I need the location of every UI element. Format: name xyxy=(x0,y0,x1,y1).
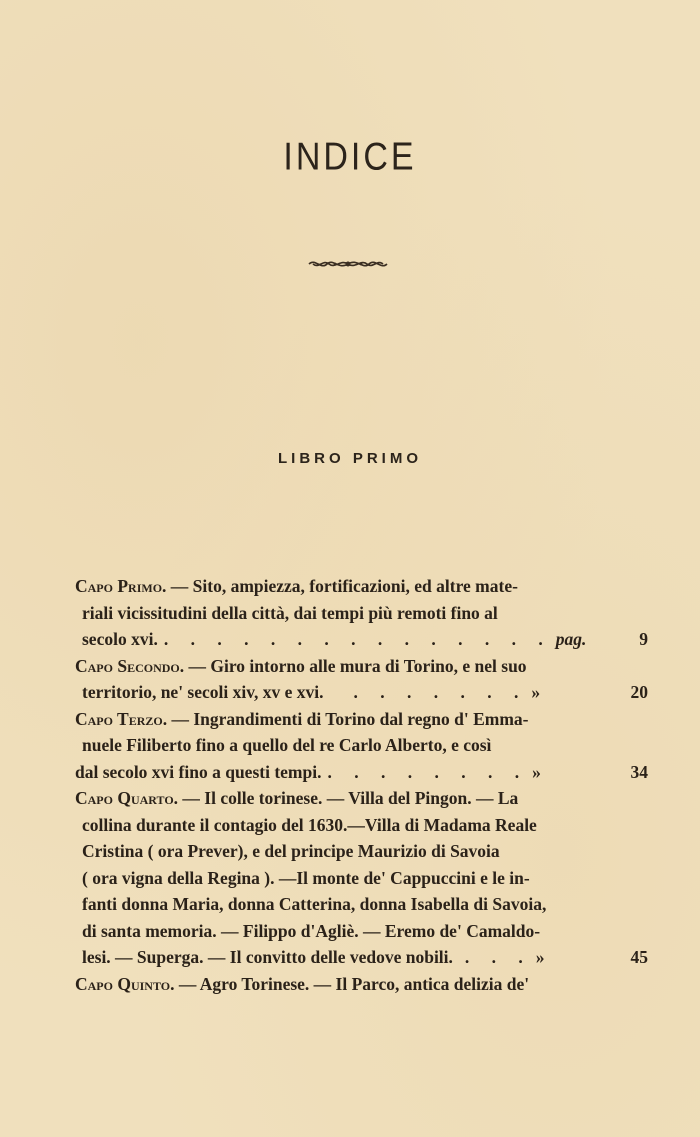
book-heading: LIBRO PRIMO xyxy=(278,450,422,467)
page-number: 45 xyxy=(630,947,648,967)
toc-entry-capo-terzo xyxy=(75,706,648,786)
entry-text: territorio, ne' secoli xiv, xv e xvi. xyxy=(82,682,324,702)
dot-leader: . . . xyxy=(464,947,532,967)
entry-text: — Giro intorno alle mura di Torino, e nel suo xyxy=(188,655,527,676)
toc-line xyxy=(75,891,630,918)
toc-entry-capo-quinto xyxy=(75,971,630,998)
page-ref: pag. xyxy=(555,629,587,649)
toc-line xyxy=(75,732,630,759)
entry-text: — Ingrandimenti di Torino dal regno d' Emma- xyxy=(171,708,529,729)
toc-line xyxy=(75,944,648,971)
toc-line xyxy=(75,679,648,706)
entry-text: di santa memoria. — Filippo d'Agliè. — Eremo de' Camaldo- xyxy=(82,920,541,941)
toc-line xyxy=(75,785,630,812)
toc-line xyxy=(75,838,630,865)
toc-line xyxy=(75,812,630,839)
toc-line xyxy=(75,653,630,680)
chapter-label: Capo Terzo. xyxy=(75,708,168,729)
entry-text: nuele Filiberto fino a quello del re Carlo Alberto, e così xyxy=(82,735,492,755)
page-number: 9 xyxy=(639,629,648,649)
toc-line xyxy=(75,573,630,600)
toc-line xyxy=(75,706,630,733)
toc-line xyxy=(75,759,648,786)
page-number: 34 xyxy=(630,761,648,782)
toc-line xyxy=(75,865,630,892)
toc-line xyxy=(75,918,630,945)
page-ref: » xyxy=(532,761,541,782)
table-of-contents xyxy=(75,573,648,997)
toc-entry-capo-primo xyxy=(75,573,648,653)
chapter-label: Capo Quarto. xyxy=(75,788,179,808)
toc-line xyxy=(75,626,648,653)
dot-leader: . . . . . . . . . . . . . . . xyxy=(163,629,552,649)
entry-text: ( ora vigna della Regina ). —Il monte de' Cappuccini e le in- xyxy=(82,867,530,888)
entry-text: collina durante il contagio del 1630.—Villa di Madama Reale xyxy=(82,814,537,835)
dot-leader: . . . . . . . . xyxy=(327,761,529,782)
toc-line xyxy=(75,971,630,998)
entry-text: — Sito, ampiezza, fortificazioni, ed altre mate- xyxy=(170,576,518,596)
entry-text: riali vicissitudini della città, dai tempi più remoti fino al xyxy=(82,602,498,623)
entry-text: fanti donna Maria, donna Catterina, donna Isabella di Savoia, xyxy=(82,894,547,914)
chapter-label: Capo Primo. xyxy=(75,576,167,596)
page-number: 20 xyxy=(630,682,648,702)
toc-entry-capo-secondo xyxy=(75,653,648,706)
chapter-label: Capo Secondo. xyxy=(75,655,185,676)
entry-text: secolo xvi. xyxy=(82,629,158,649)
toc-line xyxy=(75,600,630,627)
chapter-label: Capo Quinto. xyxy=(75,973,175,994)
entry-text: — Il colle torinese. — Villa del Pingon. — La xyxy=(182,788,519,808)
dot-leader: . . . . . . . xyxy=(353,682,528,702)
toc-entry-capo-quarto xyxy=(75,785,648,971)
page-ref: » xyxy=(535,947,545,967)
decorative-ornament-icon xyxy=(305,254,391,274)
entry-text: Cristina ( ora Prever), e del principe Maurizio di Savoia xyxy=(82,841,500,861)
page-ref: » xyxy=(531,682,541,702)
page-title: INDICE xyxy=(283,135,417,179)
entry-text: — Agro Torinese. — Il Parco, antica delizia de' xyxy=(178,973,530,994)
entry-text: lesi. — Superga. — Il convitto delle vedove nobili. xyxy=(82,947,453,967)
entry-text: dal secolo xvi fino a questi tempi. xyxy=(75,761,322,782)
